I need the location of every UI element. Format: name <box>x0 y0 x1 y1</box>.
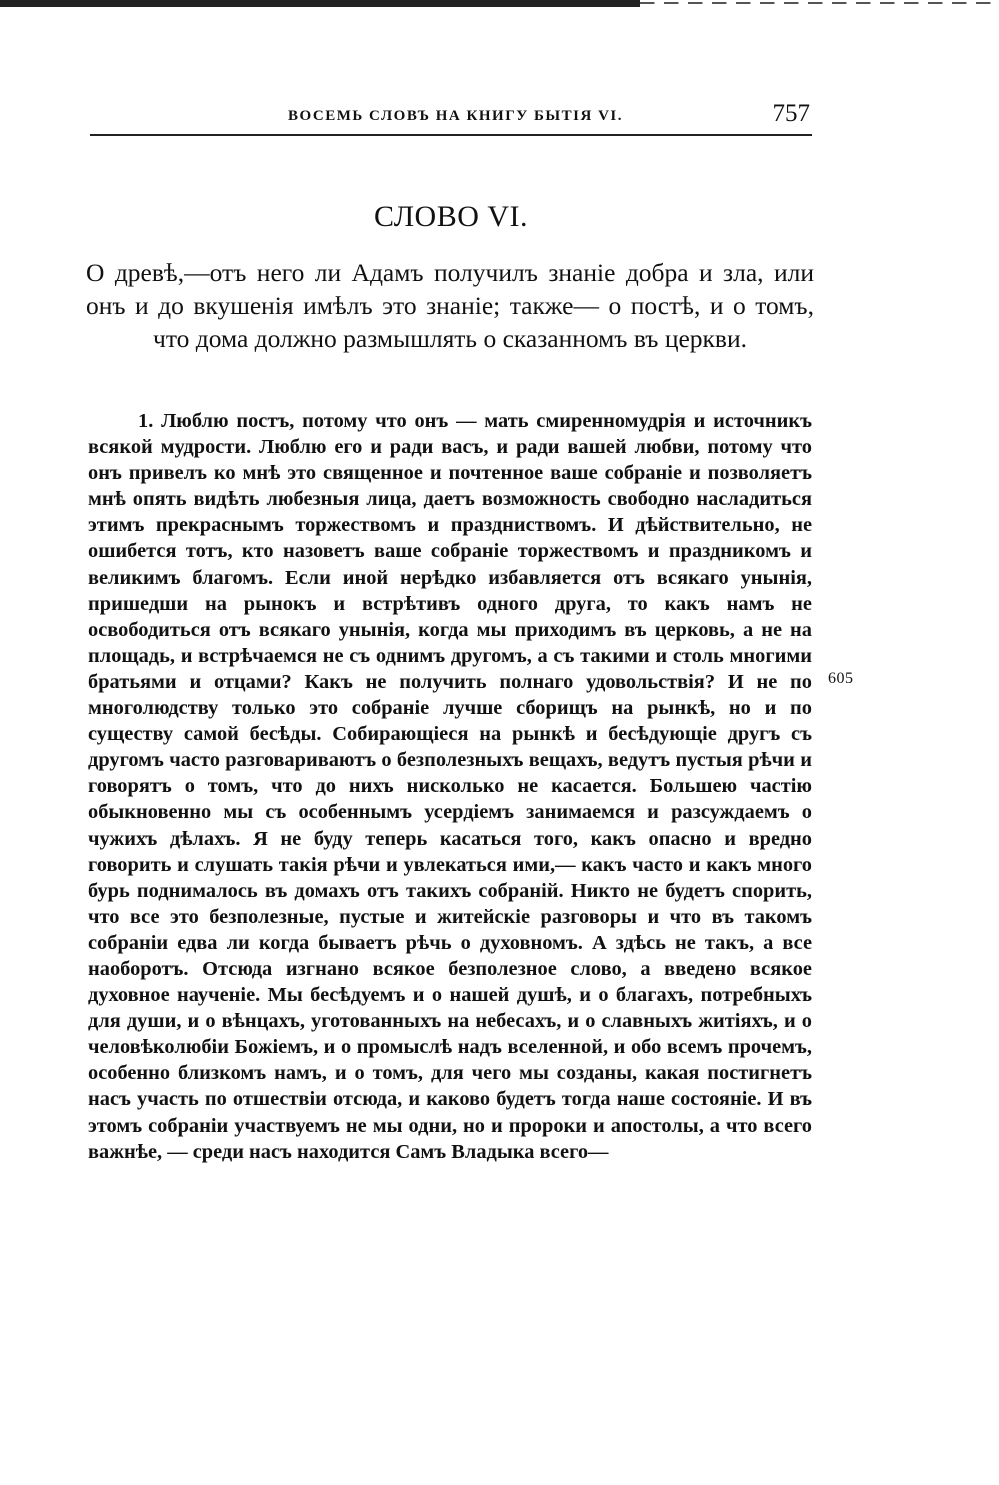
body-paragraph: 1. Люблю постъ, потому что онъ — мать смиренномудрія и источникъ всякой мудрости. Люблю его и ради васъ, и ради вашей любви, потому что онъ привелъ ко мнѣ это священное и почтенное ваше собраніе и позволяетъ мнѣ опять видѣть любезныя лица, даетъ возможность свободно насладиться этимъ прекраснымъ торжествомъ и праздниствомъ. И дѣйствительно, не ошибется тотъ, кто назоветъ ваше собраніе торжествомъ и праздникомъ и великимъ благомъ. Если иной нерѣдко избавляется отъ всякаго унынія, пришедши на рынокъ и встрѣтивъ одного друга, то какъ намъ не освободиться отъ всякаго унынія, когда мы приходимъ въ церковь, а не на площадь, и встрѣчаемся не съ однимъ другомъ, а съ такими и столь многими братьями и отцами? Какъ не получить полнаго удовольствія? И не по многолюдству только это собраніе лучше сборищъ на рынкѣ, но и по существу самой бесѣды. Собирающіеся на рынкѣ и бесѣдующіе другъ съ другомъ часто разговариваютъ о безполезныхъ вещахъ, ведутъ пустыя рѣчи и говорятъ о томъ, что до нихъ нисколько не касается. Большею частію обыкновенно мы съ особеннымъ усердіемъ занимаемся и разсуждаемъ о чужихъ дѣлахъ. Я не буду теперь касаться того, какъ опасно и вредно говорить и слушать такія рѣчи и увлекаться ими,— какъ часто и какъ много бурь поднималось въ домахъ отъ такихъ собраній. Никто не будетъ спорить, что все это безполезные, пустые и житейскіе разговоры и что въ такомъ собраніи едва ли когда бываетъ рѣчь о духовномъ. А здѣсь не такъ, а все наоборотъ. Отсюда изгнано всякое безполезное слово, а введено всякое духовное наученіе. Мы бесѣдуемъ и о нашей душѣ, и о благахъ, потребныхъ для души, и о вѣнцахъ, уготованныхъ на небесахъ, и о славныхъ житіяхъ, и о человѣколюбіи Божіемъ, и о промыслѣ надъ вселенной, и обо всемъ прочемъ, особенно близкомъ намъ, и о томъ, для чего мы созданы, какая постигнетъ насъ участь по отшествіи отсюда, и каково будетъ тогда наше состояніе. И въ этомъ собраніи участвуемъ не мы одни, но и пророки и апостолы, а что всего важнѣе, — среди насъ находится Самъ Владыка всего— <box>88 410 812 1163</box>
running-title: ВОСЕМЬ СЛОВЪ НА КНИГУ БЫТІЯ VI. <box>288 108 624 124</box>
top-edge-rule-faint <box>640 2 995 4</box>
margin-page-reference: 605 <box>828 670 854 687</box>
sermon-summary: О древѣ,—отъ него ли Адамъ получилъ знаніе добра и зла, или онъ и до вкушенія имѣлъ это знаніе; также— о постѣ, и о томъ, что дома должно размышлять о сказанномъ въ церкви. <box>86 258 814 353</box>
page-number: 757 <box>772 100 810 127</box>
sermon-title: СЛОВО VI. <box>373 200 529 233</box>
top-edge-rule <box>0 0 640 7</box>
running-head <box>90 100 812 136</box>
